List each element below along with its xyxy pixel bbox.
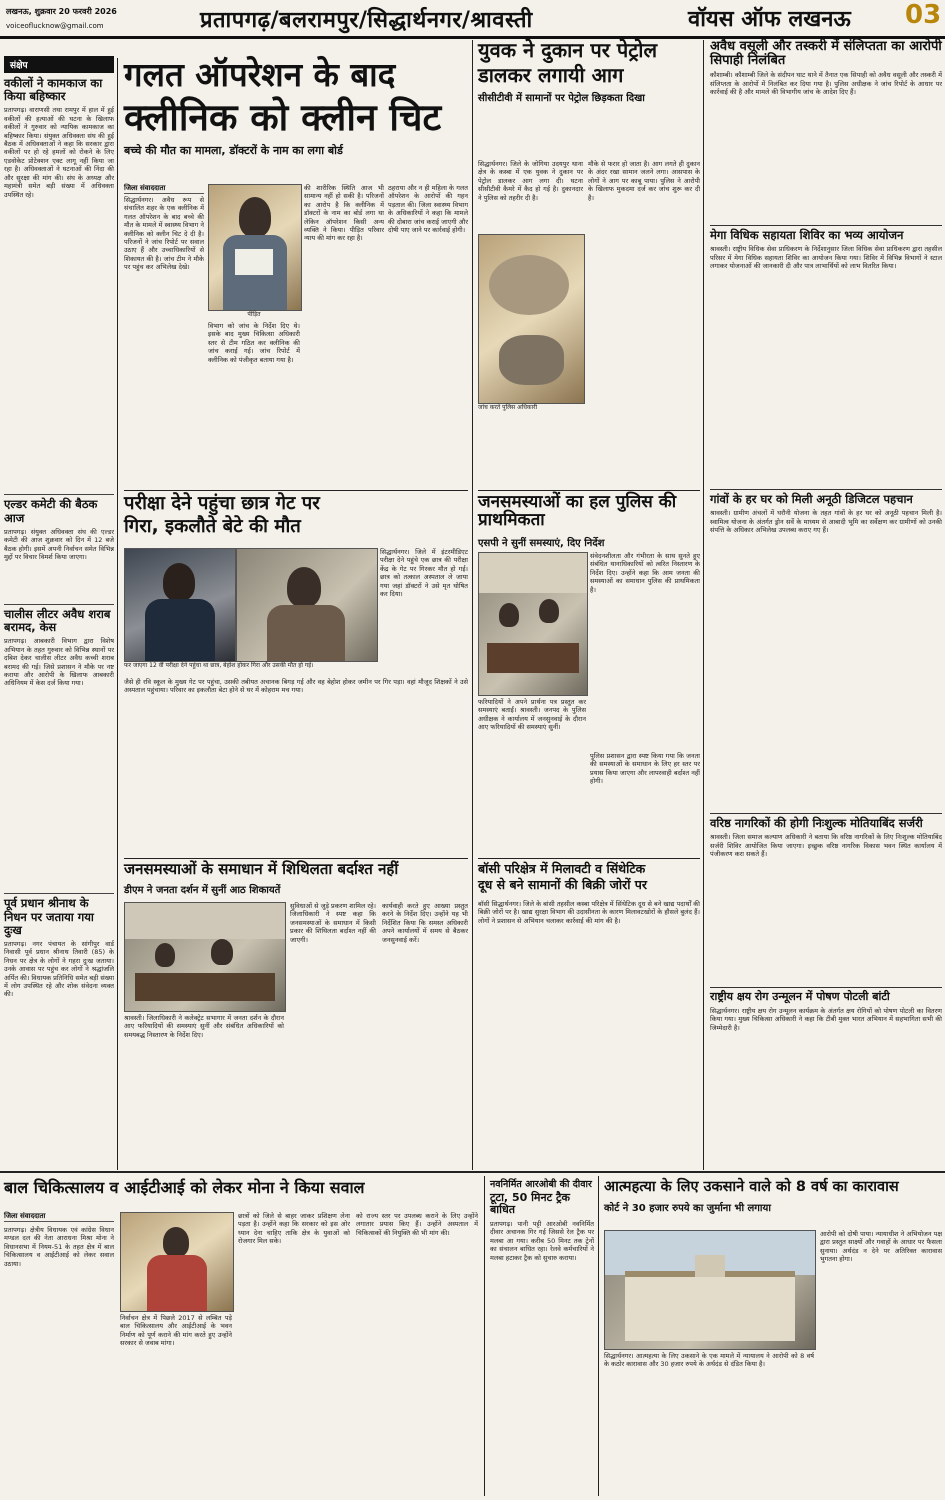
article-body: विभाग को जांच के निर्देश दिए थे। इसके बाद मुख्य चिकित्सा अधिकारी स्तर से टीम गठित कर क्लीनिक की जांच कराई गई। जांच रिपोर्ट में क्लीनिक को पंजीकृत बताया गया है। — [208, 322, 300, 364]
person-silhouette — [211, 939, 233, 965]
brief-item — [4, 494, 114, 597]
person-silhouette — [539, 599, 559, 623]
subheadline: बच्चे की मौत का मामला, डॉक्टरों के नाम का लगा बोर्ड — [124, 144, 343, 158]
headline: युवक ने दुकान पर पेट्रोल — [478, 38, 658, 62]
column-divider — [703, 40, 704, 1170]
family-photo — [236, 548, 378, 662]
person-body — [145, 599, 215, 661]
article-body: सुविधाओं से जुड़े प्रकरण शामिल रहे। जिलाधिकारी ने स्पष्ट कहा कि जनसमस्याओं के समाधान में किसी प्रकार की शिथिलता बर्दाश्त नहीं की जाएगी। — [290, 902, 376, 944]
article-body: श्रावस्ती। जिलाधिकारी ने कलेक्ट्रेट सभागार में जनता दर्शन के दौरान आए फरियादियों की समस्याएं सुनीं और संबंधित अधिकारियों को समयबद्ध निस्तारण के निर्देश दिए। — [124, 1014, 284, 1039]
headline: डालकर लगायी आग — [478, 63, 624, 87]
sidebar-briefs — [4, 56, 114, 1220]
article-body: मौके से फरार हो जाता है। आग लगते ही दुकान के अंदर रखा सामान जलने लगा। आसपास के लोगों ने आग पर काबू पाया। पुलिस ने आरोपी के खिलाफ मुकदमा दर्ज कर जांच शुरू कर दी है। — [588, 160, 700, 202]
fire-scene-photo — [478, 234, 585, 404]
headline: गांवों के हर घर को मिली अनूठी डिजिटल पहचान — [710, 492, 913, 507]
brief-item — [4, 77, 114, 488]
headline: बॉसी परिक्षेत्र में मिलावटी व सिंथेटिक — [478, 861, 646, 876]
news-item — [710, 813, 942, 983]
news-item — [710, 987, 942, 1127]
article-body: श्रावस्ती। ग्रामीण अंचलों में घरौनी योजना के तहत गांवों के हर घर को अनूठी पहचान मिली है। स्वामित्व योजना के अंतर्गत ड्रोन सर्वे के माध्यम से आबादी भूमि का सर्वेक्षण कर ग्रामीणों को उनकी संपत्ति के अधिकार अभिलेख उपलब्ध कराए गए हैं। — [710, 509, 942, 535]
person-silhouette — [499, 603, 519, 627]
headline: बाल चिकित्सालय व आईटीआई को लेकर मोना ने किया सवाल — [4, 1178, 365, 1197]
student-photo — [124, 548, 236, 662]
court-story — [604, 1180, 942, 1214]
desk — [487, 643, 579, 673]
article-body: कार्यवाही करते हुए आख्या प्रस्तुत करने के निर्देश दिए। उन्होंने यह भी निर्देशित किया कि समस्त अधिकारी अपने कार्यालयों में समय से बैठकर जनसुनवाई करें। — [382, 902, 468, 944]
accident-story — [490, 1180, 594, 1492]
photo-caption: जांच करते पुलिस अधिकारी — [478, 404, 538, 411]
brief-item — [4, 893, 114, 1220]
article-body: पुलिस प्रशासन द्वारा स्पष्ट किया गया कि जनता की समस्याओं के समाधान के लिए हर स्तर पर प्रयास किया जाएगा और लापरवाही बर्दाश्त नहीं होगी। — [590, 752, 700, 786]
hospital-story — [4, 1180, 482, 1197]
subheadline: एसपी ने सुनीं समस्याएं, दिए निर्देश — [478, 537, 605, 549]
headline: जनसमस्याओं के समाधान में शिथिलता बर्दाश्त नहीं — [124, 860, 399, 878]
newspaper-brand: वॉयस ऑफ लखनऊ — [688, 7, 851, 32]
wall — [479, 553, 587, 593]
masthead — [0, 0, 945, 39]
milk-story — [478, 862, 700, 891]
person-body — [267, 605, 345, 661]
dm-meeting-photo — [124, 902, 286, 1012]
column-divider — [598, 1176, 599, 1496]
headline: अवैध वसूली और तस्करी में संलिप्तता का आरोपी सिपाही निलंबित — [710, 39, 942, 68]
headline: क्लीनिक को क्लीन चिट — [124, 95, 442, 139]
story-divider — [478, 490, 700, 491]
wall — [125, 903, 285, 939]
edition-email: voiceoflucknow@gmail.com — [6, 22, 104, 30]
article-body: सिद्धार्थनगर। अवैध रूप से संचालित शहर के एक क्लीनिक में गलत ऑपरेशन के बाद बच्चे की मौत के मामले में स्वास्थ्य विभाग ने क्लीनिक को क्लीन चिट दे दी है। परिजनों ने जांच रिपोर्ट पर सवाल उठाए हैं और उच्चाधिकारियों से शिकायत की है। जांच टीम ने मौके पर पहुंच कर अभिलेख देखे। — [124, 196, 204, 272]
article-body: प्रतापगढ़। क्षेत्रीय विधायक एवं कांग्रेस विधान मण्डल दल की नेता आराधना मिश्रा मोना ने विधानसभा में नियम-51 के तहत क्षेत्र में बाल चिकित्सालय व आईटीआई को लेकर सवाल उठाया। — [4, 1226, 114, 1268]
headline: गिरा, इकलौते बेटे की मौत — [124, 516, 301, 538]
section-divider — [0, 1171, 945, 1173]
article-body: सिद्धार्थनगर। जिले के जोगिया उदयपुर थाना क्षेत्र के कस्बा में एक युवक ने दुकान पर पेट्रोल डालकर आग लगा दी। घटना सीसीटीवी कैमरे में कैद हो गई है। दुकानदार ने पुलिस को तहरीर दी है। — [478, 160, 583, 202]
brief-body: प्रतापगढ़। आबकारी विभाग द्वारा विशेष अभियान के तहत गुरुवार को विभिन्न स्थानों पर दबिश देकर चालीस लीटर अवैध कच्ची शराब बरामद की गई। जिसे प्रशासन ने मौके पर नष्ट कराया और आरोपी के खिलाफ आबकारी अधिनियम में केस दर्ज किया गया। — [4, 637, 114, 688]
dm-story — [124, 862, 468, 896]
person-silhouette — [163, 563, 195, 601]
news-item — [710, 40, 942, 221]
article-body: सिद्धार्थनगर। राष्ट्रीय क्षय रोग उन्मूलन कार्यक्रम के अंतर्गत क्षय रोगियों को पोषण पोटली का वितरण किया गया। मुख्य चिकित्सा अधिकारी ने कहा कि टीबी मुक्त भारत अभियान में सहभागिता सभी की जिम्मेदारी है। — [710, 1007, 942, 1032]
page-number: 03 — [905, 0, 942, 30]
column-divider — [472, 40, 473, 1170]
police-meeting-photo — [478, 552, 588, 696]
court-building-photo — [604, 1230, 816, 1350]
byline: जिला संवाददाता — [124, 184, 204, 194]
document-held — [235, 249, 273, 275]
person-body — [147, 1255, 207, 1311]
brief-headline: चालीस लीटर अवैध शराब बरामद, केस — [4, 606, 111, 635]
article-body: आरोपी को दोषी पाया। न्यायाधीश ने अभियोजन पक्ष द्वारा प्रस्तुत साक्ष्यों और गवाहों के आधार पर फैसला सुनाया। अर्थदंड न देने पर अतिरिक्त कारावास भुगतना होगा। — [820, 1230, 942, 1264]
article-body: प्रतापगढ़। पानी पट्टी आरओबी नवनिर्मित दीवार अचानक गिर गई जिससे रेल ट्रैक पर मलबा आ गया। करीब 50 मिनट तक ट्रेनों का संचालन बाधित रहा। रेलवे कर्मचारियों ने मलबा हटाकर ट्रैक को सुचारु कराया। — [490, 1220, 594, 1262]
subheadline: कोर्ट ने 30 हजार रुपये का जुर्माना भी लगाया — [604, 1203, 771, 1215]
brief-item — [4, 604, 114, 887]
brief-headline: एल्डर कमेटी की बैठक आज — [4, 497, 98, 525]
page-title: प्रतापगढ़/बलरामपुर/सिद्धार्थनगर/श्रावस्ती — [200, 8, 533, 33]
brief-body: प्रतापगढ़। संयुक्त अधिवक्ता संघ की एल्डर कमेटी की आज शुक्रवार को दिन में 12 बजे बैठक होगी। इसमें अपनी निर्वाचन समेत विभिन्न मुद्दों पर विचार विमर्श किया जाएगा। — [4, 527, 114, 562]
column-divider — [117, 58, 118, 1170]
brief-body: प्रतापगढ़। वाराणसी तथा रामपुर में हाल में हुई वकीलों की हत्याओं की घटना के खिलाफ वकीलों ने गुरुवार को न्यायिक कामकाज का बहिष्कार किया। संयुक्त अधिवक्ता संघ की हुई बैठक में अधिवक्ताओं ने कहा कि सरकार द्वारा वकीलों पर हो रहे हमलों को रोकने के लिए एडवोकेट प्रोटेक्शन एक्ट लागू नहीं किया जा रहा है। अधिवक्ताओं ने घटनाओं की निंदा की और सुरक्षा की मांग की। संघ के अध्यक्ष और महामंत्री समेत बड़ी संख्या में अधिवक्ता उपस्थित रहे। — [4, 106, 114, 199]
right-column — [710, 40, 942, 1127]
person-silhouette — [155, 943, 175, 967]
story-divider — [478, 858, 700, 859]
headline: दूध से बने सामानों की बिक्री जोरों पर — [478, 877, 648, 893]
mla-photo — [120, 1212, 234, 1312]
petrol-story — [478, 40, 700, 104]
article-body: जैसे ही रवि स्कूल के मुख्य गेट पर पहुंचा, उसकी तबीयत अचानक बिगड़ गई और वह बेहोश होकर जमीन पर गिर पड़ा। वहां मौजूद शिक्षकों ने उसे अस्पताल पहुंचाया। परिवार का इकलौता बेटा होने से घर में कोहराम मच गया। — [124, 678, 468, 695]
headline: वरिष्ठ नागरिकों की होगी निःशुल्क मोतियाबिंद सर्जरी — [710, 816, 923, 831]
article-body: संवेदनशीलता और गंभीरता के साथ सुनते हुए संबंधित थानाधिकारियों को त्वरित निस्तारण के निर्देश दिए। उन्होंने कहा कि आम जनता की समस्याओं का समाधान पुलिस की प्राथमिकता है। — [590, 552, 700, 594]
article-body: निर्वाचन क्षेत्र में पिछले 2017 से लम्बित पड़े बाल चिकित्सालय और आईटीआई के भवन निर्माण को पूर्ण कराने की मांग करते हुए उन्होंने सरकार से जवाब मांगा। — [120, 1314, 232, 1348]
desk — [135, 973, 275, 1001]
article-body: कौशाम्बी। कौशाम्बी जिले के संदीपन घाट थाने में तैनात एक सिपाही को अवैध वसूली और तस्करी में संलिप्तता के आरोपों में निलंबित कर दिया गया है। पुलिस अधीक्षक ने जांच रिपोर्ट के आधार पर कार्रवाई की है और मामले की विभागीय जांच के आदेश दिए हैं। — [710, 71, 942, 97]
debris — [499, 335, 564, 385]
news-item — [710, 489, 942, 809]
article-body: की शारीरिक स्थिति आज भी सामान्य नहीं हो सकी है। परिजनों का आरोप है कि क्लीनिक में डॉक्टरों के नाम का बोर्ड लगा था लेकिन ऑपरेशन किसी अन्य व्यक्ति ने किया। पीड़ित परिवार न्याय की मांग कर रहा है। — [304, 184, 384, 243]
headline: मेगा विधिक सहायता शिविर का भव्य आयोजन — [710, 228, 904, 243]
article-body: सिद्धार्थनगर। आत्महत्या के लिए उकसाने के एक मामले में न्यायालय ने आरोपी को 8 वर्ष के कठोर कारावास और 30 हजार रुपये के अर्थदंड से दंडित किया है। — [604, 1352, 814, 1369]
edition-date: लखनऊ, शुक्रवार 20 फरवरी 2026 — [6, 7, 117, 16]
headline: परीक्षा देने पहुंचा छात्र गेट पर — [124, 493, 320, 514]
subheadline: डीएम ने जनता दर्शन में सुनीं आठ शिकायतें — [124, 884, 281, 896]
headline: नवनिर्मित आरओबी की दीवार — [490, 1179, 592, 1190]
story-divider — [124, 858, 468, 859]
headline: जनसमस्याओं का हल पुलिस की प्राथमिकता — [478, 492, 677, 530]
news-item — [710, 225, 942, 485]
article-body: को राज्य स्तर पर उपलब्ध कराने के लिए उन्होंने लगातार प्रयास किए हैं। उन्होंने अस्पताल में चिकित्सकों की नियुक्ति की भी मांग की। — [356, 1212, 478, 1237]
building — [625, 1271, 795, 1341]
person-silhouette — [163, 1227, 189, 1257]
article-body: फरियादियों ने अपने प्रार्थना पत्र प्रस्तुत कर समस्याएं बताईं। श्रावस्ती। जनपद के पुलिस अधीक्षक ने कार्यालय में जनसुनवाई के दौरान आए फरियादियों की समस्याएं सुनीं। — [478, 698, 586, 732]
lead-story — [124, 55, 468, 158]
headline: आत्महत्या के लिए उकसाने वाले को 8 वर्ष का कारावास — [604, 1179, 899, 1195]
subheadline: सीसीटीवी में सामानों पर पेट्रोल छिड़कता दिखा — [478, 93, 645, 104]
exam-story — [124, 494, 468, 537]
article-body: श्रावस्ती। जिला समाज कल्याण अधिकारी ने बताया कि वरिष्ठ नागरिकों के लिए निःशुल्क मोतियाबिंद सर्जरी शिविर आयोजित किया जाएगा। इच्छुक वरिष्ठ नागरिक विकास भवन स्थित कार्यालय में पंजीकरण करा सकते हैं। — [710, 833, 942, 859]
article-body: श्रावस्ती। राष्ट्रीय विधिक सेवा प्राधिकरण के निर्देशानुसार जिला विधिक सेवा प्राधिकरण द्वारा तहसील परिसर में मेगा विधिक सहायता शिविर का आयोजन किया गया। शिविर में विभिन्न विभागों ने स्टाल लगाकर योजनाओं की जानकारी दी और पात्र लाभार्थियों को लाभ वितरित किया। — [710, 245, 942, 271]
brief-headline: वकीलों ने कामकाज का किया बहिष्कार — [4, 76, 103, 104]
byline: जिला संवाददाता — [4, 1212, 114, 1222]
section-tag: संक्षेप — [4, 56, 114, 73]
column-divider — [484, 1176, 485, 1496]
debris — [489, 255, 569, 315]
article-body: ठहराया और न ही महिला के गलत ऑपरेशन के आरोपों की गहन पड़ताल की। जिला स्वास्थ्य विभाग के अधिकारियों ने कहा कि मामले की दोबारा जांच कराई जाएगी और दोषी पाए जाने पर कार्रवाई होगी। — [388, 184, 468, 235]
person-silhouette — [287, 567, 321, 607]
article-body: छात्रों को जिले से बाहर जाकर प्रशिक्षण लेना पड़ता है। उन्होंने कहा कि सरकार को इस ओर ध्यान देना चाहिए ताकि क्षेत्र के युवाओं को रोजगार मिल सके। — [238, 1212, 350, 1246]
photo-caption: पीड़ित — [247, 311, 261, 318]
photo-caption: फर जाएगा 12 वीं परीक्षा देने पहुंचा था छात्र, बेहोश होकर गिरा और उसकी मौत हो गई। — [124, 662, 314, 669]
story-divider — [124, 490, 468, 491]
building-dome — [695, 1255, 725, 1277]
person-silhouette — [239, 197, 271, 237]
headline: राष्ट्रीय क्षय रोग उन्मूलन में पोषण पोटली बांटी — [710, 990, 890, 1004]
headline: टूटा, 50 मिनट ट्रैक बाधित — [490, 1190, 570, 1216]
article-body: सिद्धार्थनगर। जिले में इंटरमीडिएट परीक्षा देने पहुंचे एक छात्र की परीक्षा केंद्र के गेट पर गिरकर मौत हो गई। छात्र को तत्काल अस्पताल ले जाया गया जहां डॉक्टरों ने उसे मृत घोषित कर दिया। — [380, 548, 468, 599]
headline: गलत ऑपरेशन के बाद — [124, 55, 396, 94]
police-story — [478, 494, 700, 549]
brief-body: प्रतापगढ़। नगर पंचायत के सांगीपुर वार्ड निवासी पूर्व प्रधान श्रीनाथ तिवारी (85) के निधन पर क्षेत्र के लोगों ने गहरा दुःख जताया। उनके आवास पर पहुंच कर लोगों ने श्रद्धांजलि अर्पित की। विधायक प्रतिनिधि समेत बड़ी संख्या में लोग उपस्थित रहे और शोक संवेदना व्यक्त की। — [4, 939, 114, 999]
victim-photo — [208, 184, 302, 311]
article-body: बॉसी सिद्धार्थनगर। जिले के बांसी तहसील कस्बा परिक्षेत्र में सिंथेटिक दूध से बने खाद्य पदार्थों की बिक्री जोरों पर है। खाद्य सुरक्षा विभाग की उदासीनता के कारण मिलावटखोरों के हौसले बुलंद हैं। लोगों ने प्रशासन से अभियान चलाकर कार्रवाई की मांग की है। — [478, 900, 700, 925]
brief-headline: पूर्व प्रधान श्रीनाथ के निधन पर जताया गया दुःख — [4, 896, 94, 937]
